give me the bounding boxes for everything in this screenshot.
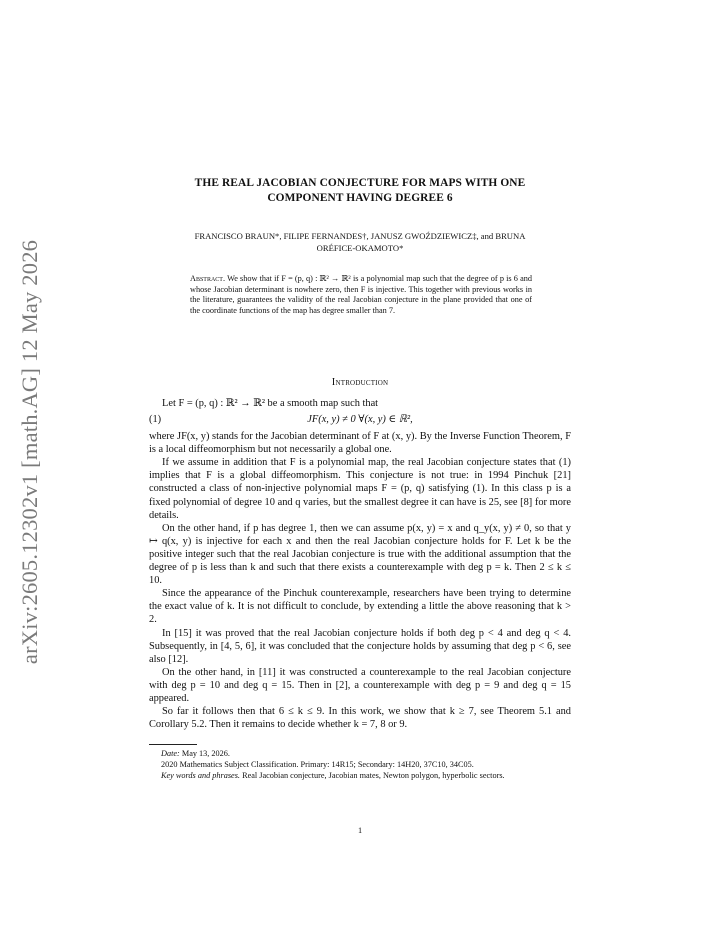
- paper-page: [149, 0, 571, 932]
- paragraph-3: On the other hand, if p has degree 1, then we can assume p(x, y) = x and q_y(x, y) ≠ 0, so that y ↦ q(x, y) is injective for each x and then the real Jacobian conjecture holds for F. Let k be the positive integer such that the real Jacobian conjecture is true with the additional assumption that the degree of p is less than k and such that there exists a counterexample with deg p = k. Then 2 ≤ k ≤ 10.: [149, 522, 571, 587]
- body-text: [149, 397, 571, 731]
- footnote-rule: [149, 744, 197, 745]
- footnotes: [149, 748, 571, 782]
- arxiv-stamp: [8, 0, 52, 932]
- equation-text: JF(x, y) ≠ 0 ∀(x, y) ∈ ℝ²,: [307, 414, 413, 426]
- intro-sentence: Let F = (p, q) : ℝ² → ℝ² be a smooth map such that: [162, 398, 379, 409]
- equation-1: [149, 411, 571, 428]
- keywords-label: Key words and phrases.: [161, 771, 240, 781]
- paragraph-5: In [15] it was proved that the real Jacobian conjecture holds if both deg p < 4 and deg q < 4. Subsequently, in [4, 5, 6], it was concluded that the conjecture holds by assuming that deg p < 6, see also [12].: [149, 627, 571, 665]
- paragraph-6: On the other hand, in [11] it was constructed a counterexample to the real Jacobian conjecture with deg p = 10 and deg q = 15. Then in [2], a counterexample with deg p = 9 and deg q = 15 appeared.: [149, 666, 571, 704]
- paragraph-7: So far it follows then that 6 ≤ k ≤ 9. In this work, we show that k ≥ 7, see Theorem 5.1 and Corollary 5.2. Then it remains to decide whether k = 7, 8 or 9.: [149, 706, 571, 731]
- abstract-label: Abstract.: [190, 274, 226, 283]
- footnote-keywords: [149, 770, 571, 781]
- paragraph-1: where JF(x, y) stands for the Jacobian determinant of F at (x, y). By the Inverse Function Theorem, F is a local diffeomorphism but not necessarily a global one.: [149, 431, 571, 456]
- equation-number: (1): [149, 414, 162, 426]
- footnote-msc: [149, 759, 571, 770]
- authors-line-2: ORÉFICE-OKAMOTO*: [316, 243, 404, 253]
- footnote-date: [149, 748, 571, 759]
- paragraph-4: Since the appearance of the Pinchuk counterexample, researchers have been trying to determine the exact value of k. It is not difficult to conclude, by extending a little the above reasoning that k > 2.: [149, 588, 571, 626]
- msc-label: 2020 Mathematics Subject Classification.: [161, 760, 299, 770]
- title-line-1: THE REAL JACOBIAN CONJECTURE FOR MAPS WITH ONE: [194, 177, 526, 189]
- paragraph-2: If we assume in addition that F is a polynomial map, the real Jacobian conjecture states that (1) implies that F is a global diffeomorphism. This conjecture is not true: in 1994 Pinchuk [21] constructed a class of non-injective polynomial maps F = (p, q) satisfying (1). In this class p is a fixed polynomial of degree 10 and q varies, but the smallest degree it can have is 25, see [8] for more details.: [149, 457, 571, 521]
- author-list: [149, 230, 571, 254]
- keywords-value: Real Jacobian conjecture, Jacobian mates, Newton polygon, hyperbolic sectors.: [242, 771, 505, 781]
- page-number: 1: [357, 826, 363, 835]
- abstract: [190, 274, 532, 316]
- section-heading-introduction: Introduction: [331, 377, 389, 388]
- paper-title: [149, 176, 571, 206]
- date-value: May 13, 2026.: [181, 749, 230, 758]
- arxiv-stamp-text: arXiv:2605.12302v1 [math.AG] 12 May 2026: [17, 239, 42, 665]
- authors-line-1: FRANCISCO BRAUN*, FILIPE FERNANDES†, JANUSZ GWOŹDZIEWICZ‡, and BRUNA: [194, 231, 526, 241]
- title-line-2: COMPONENT HAVING DEGREE 6: [267, 192, 453, 204]
- msc-value: Primary: 14R15; Secondary: 14H20, 37C10, 34C05.: [300, 760, 474, 770]
- date-label: Date:: [161, 749, 180, 758]
- abstract-text: We show that if F = (p, q) : ℝ² → ℝ² is a polynomial map such that the degree of p is 6 and whose Jacobian determinant is nowhere zero, then F is injective. This together with previous works in the literature, guarantees the validity of the real Jacobian conjecture in the plane provided that one of the coordinate functions of the map has degree smaller than 7.: [190, 274, 533, 315]
